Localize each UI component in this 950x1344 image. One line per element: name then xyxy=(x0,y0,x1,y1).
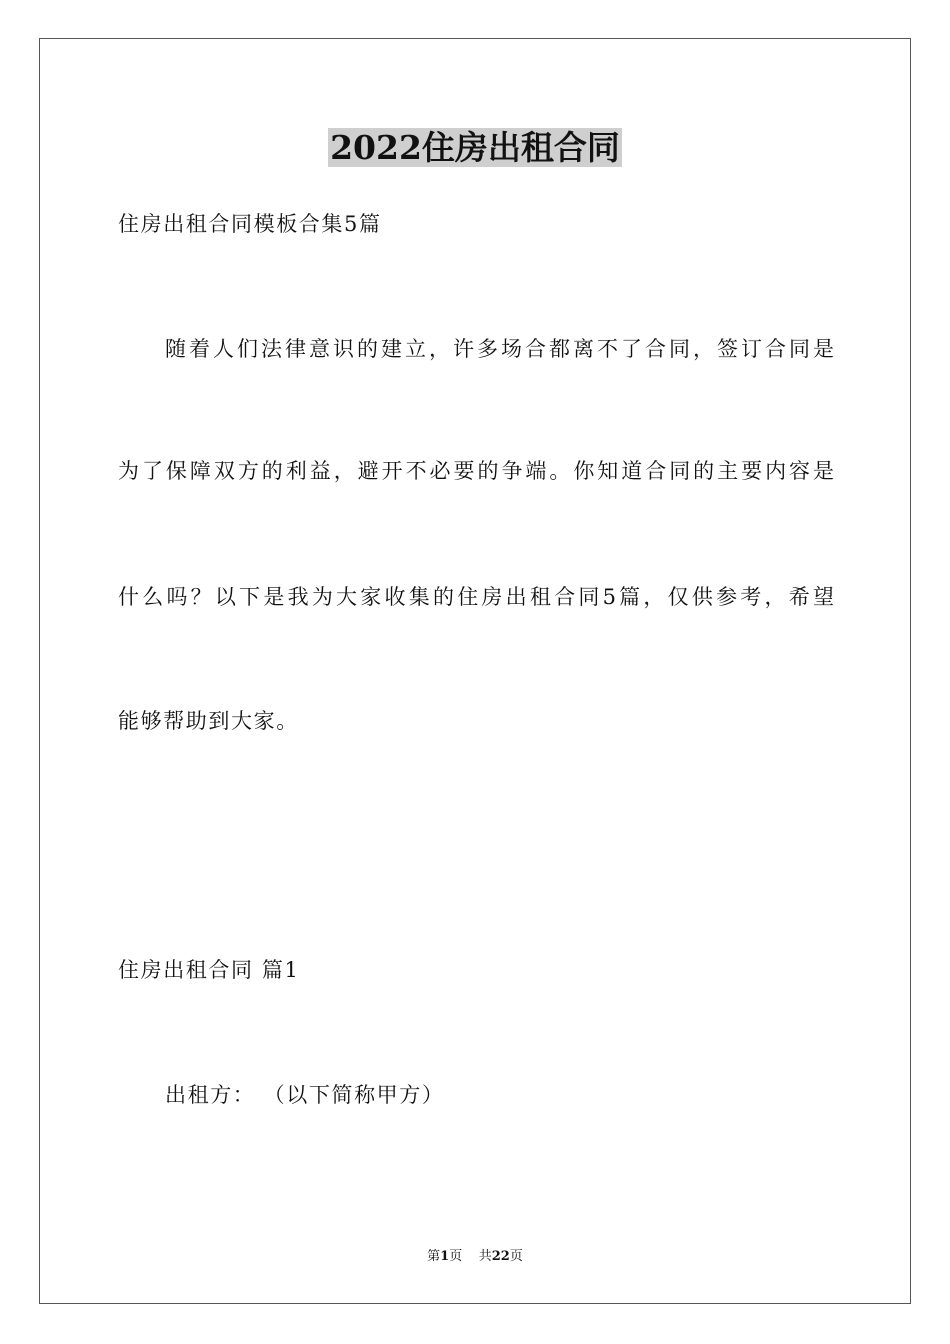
intro-line-1: 随着人们法律意识的建立，许多场合都离不了合同，签订合同是 xyxy=(165,337,834,361)
document-title-text: 2022住房出租合同 xyxy=(330,128,620,167)
footer-page-number: 1 xyxy=(440,1249,450,1264)
page-footer xyxy=(0,1248,950,1266)
footer-page-suffix: 页 xyxy=(449,1249,463,1264)
intro-line-4: 能够帮助到大家。 xyxy=(118,709,299,733)
intro-line-3: 什么吗？以下是我为大家收集的住房出租合同5篇，仅供参考，希望 xyxy=(118,585,834,609)
lessor-line: 出租方： （以下简称甲方） xyxy=(165,1083,445,1107)
section-heading: 住房出租合同 篇1 xyxy=(118,958,300,982)
footer-total-suffix: 页 xyxy=(509,1249,523,1264)
intro-line-2: 为了保障双方的利益，避开不必要的争端。你知道合同的主要内容是 xyxy=(118,459,834,483)
document-title xyxy=(0,126,950,170)
footer-total-pages: 22 xyxy=(491,1249,510,1264)
footer-total-prefix: 共 xyxy=(478,1249,492,1264)
footer-prefix: 第 xyxy=(427,1249,441,1264)
document-subtitle: 住房出租合同模板合集5篇 xyxy=(118,212,382,236)
